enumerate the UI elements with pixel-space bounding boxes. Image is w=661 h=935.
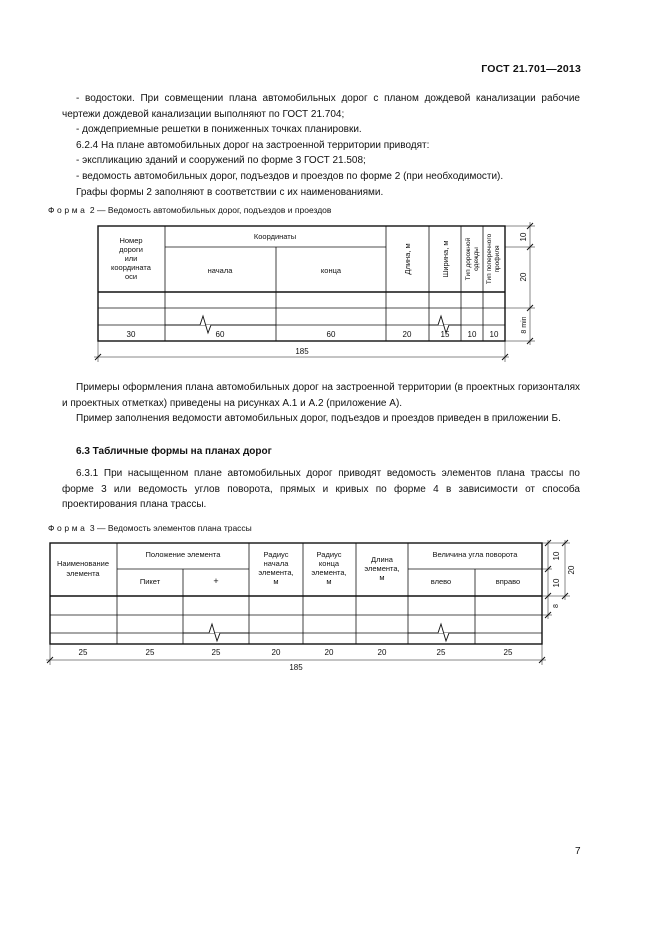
form2-width-label: 20 bbox=[402, 330, 412, 339]
form3-col-radius-end: Радиус bbox=[316, 550, 342, 559]
form3-caption-text: — Ведомость элементов плана трассы bbox=[96, 523, 252, 533]
paragraph: Графы формы 2 заполняют в соответствии с их наименованиями. bbox=[76, 186, 384, 198]
form3-height-top: 10 bbox=[552, 551, 561, 561]
paragraph: - водостоки. При совмещении плана автомобильных дорог с планом дождевой канализации рабочие чертежи дождевой канализации выполняют по ГОСТ 21.704; bbox=[62, 93, 580, 120]
paragraph: Пример заполнения ведомости автомобильных дорог, подъездов и проездов приведен в приложении Б. bbox=[76, 413, 561, 425]
form2-col-length: Длина, м bbox=[403, 243, 412, 275]
section-heading: 6.3 Табличные формы на планах дорог bbox=[76, 446, 272, 457]
form3-col-radius-end: конца bbox=[318, 559, 340, 568]
form3-col-radius-start: м bbox=[273, 577, 279, 586]
form3-col-name: элемента bbox=[66, 569, 100, 578]
form3-col-name: Наименование bbox=[57, 559, 109, 568]
form2-col-number: Номер bbox=[119, 236, 143, 245]
form3-col-length: м bbox=[379, 573, 385, 582]
paragraph: 6.3.1 При насыщенном плане автомобильных дорог приводят ведомость элементов плана трассы по форме 3 или ведомость углов поворота, прямых и кривых по форме 4 в зависимости от способа проектирования плана трассы. bbox=[62, 468, 580, 511]
form3-col-position: Положение элемента bbox=[145, 550, 221, 559]
paragraph: - дождеприемные решетки в пониженных точках планировки. bbox=[76, 124, 362, 136]
form3-col-length: элемента, bbox=[364, 564, 400, 573]
form2-width-label: 60 bbox=[326, 330, 336, 339]
form3-width-label: 25 bbox=[436, 648, 446, 657]
form3-col-radius-end: элемента, bbox=[311, 568, 347, 577]
form3-width-label: 25 bbox=[503, 648, 513, 657]
form2-caption-word: Форма bbox=[48, 205, 88, 215]
form2-height-mid: 20 bbox=[519, 272, 528, 282]
form3-col-radius-start: Радиус bbox=[263, 550, 289, 559]
form3-width-label: 25 bbox=[145, 648, 155, 657]
paragraph: - экспликацию зданий и сооружений по форме 3 ГОСТ 21.508; bbox=[76, 155, 366, 167]
form2-col-start: начала bbox=[207, 266, 233, 275]
form3-col-right: вправо bbox=[495, 577, 521, 586]
form3-width-label: 25 bbox=[211, 648, 221, 657]
document-header: ГОСТ 21.701—2013 bbox=[481, 63, 581, 75]
form2-caption-number: 2 bbox=[89, 205, 95, 215]
form2-total-width: 185 bbox=[295, 347, 309, 356]
form3-width-label: 25 bbox=[78, 648, 88, 657]
form3-col-angle: Величина угла поворота bbox=[432, 550, 518, 559]
form2-col-number: дороги bbox=[119, 245, 143, 254]
form2-height-top: 10 bbox=[519, 232, 528, 242]
paragraph: Примеры оформления плана автомобильных дорог на застроенной территории (в проектных горизонталях и проектных отметках) приведены на рисунках А.1 и А.2 (приложение А). bbox=[62, 382, 580, 409]
paragraph: - ведомость автомобильных дорог, подъездов и проездов по форме 2 (при необходимости). bbox=[76, 170, 504, 182]
form3-col-plus: + bbox=[213, 576, 219, 586]
form2-col-number: или bbox=[124, 254, 138, 263]
form2-col-width: Ширина, м bbox=[441, 240, 450, 278]
form3-height-total: 20 bbox=[567, 565, 576, 575]
form3-col-left: влево bbox=[430, 577, 452, 586]
form2-col-road-type: Тип дорожной bbox=[465, 237, 472, 281]
form3-caption-number: 3 bbox=[89, 523, 95, 533]
form2-width-label: 30 bbox=[126, 330, 136, 339]
form2-width-label: 10 bbox=[467, 330, 477, 339]
paragraph: 6.2.4 На плане автомобильных дорог на застроенной территории приводят: bbox=[76, 139, 430, 151]
form3-col-picket: Пикет bbox=[139, 577, 161, 586]
form3-width-label: 20 bbox=[271, 648, 281, 657]
form2-width-label: 10 bbox=[489, 330, 499, 339]
form3-width-label: 20 bbox=[377, 648, 387, 657]
form3-col-radius-start: начала bbox=[263, 559, 289, 568]
form3-height-row: 8 bbox=[553, 604, 560, 608]
form2-col-coords: Координаты bbox=[253, 232, 297, 241]
form2-height-row: 8 min bbox=[521, 316, 528, 334]
form3-col-radius-start: элемента, bbox=[258, 568, 294, 577]
form2-col-road-type: одежды bbox=[473, 247, 480, 271]
form2-col-end: конца bbox=[320, 266, 342, 275]
form2-col-profile-type: профиля bbox=[494, 245, 501, 273]
form2-col-number: координата bbox=[111, 263, 151, 272]
form2-width-label: 60 bbox=[215, 330, 225, 339]
form2-col-profile-type: Тип поперечного bbox=[486, 233, 493, 285]
form3-caption-word: Форма bbox=[48, 523, 88, 533]
form2-col-number: оси bbox=[124, 272, 138, 281]
form3-col-radius-end: м bbox=[326, 577, 332, 586]
page-number: 7 bbox=[575, 846, 581, 857]
form3-width-label: 20 bbox=[324, 648, 334, 657]
form3-col-length: Длина bbox=[371, 555, 393, 564]
form2-caption-text: — Ведомость автомобильных дорог, подъездов и проездов bbox=[96, 205, 332, 215]
form2-width-label: 15 bbox=[440, 330, 450, 339]
form3-total-width: 185 bbox=[289, 663, 303, 672]
form3-height-bottom: 10 bbox=[552, 578, 561, 588]
